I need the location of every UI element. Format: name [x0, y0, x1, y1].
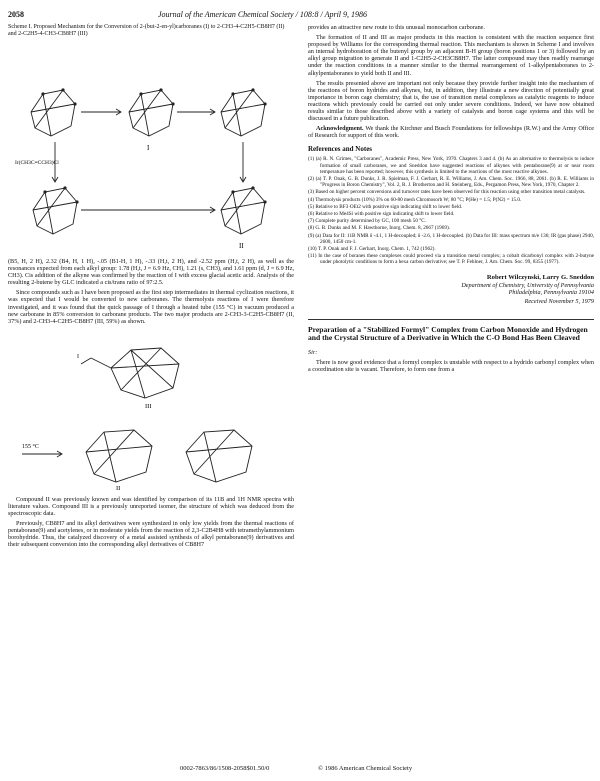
cage-structure-4 — [33, 188, 77, 234]
fig1-label-iii: III — [145, 402, 152, 410]
affiliation-line-2: Philadelphia, Pennsylvania 19104 — [508, 288, 594, 296]
left-column — [8, 24, 294, 552]
salutation: Sir: — [308, 348, 318, 356]
left-paragraph-2: Since compounds such as I have been proposed as the first step intermediates in thermal cyclization reactions, it was expected that I would be converted to new carboranes. The thermolysis reactions of I were therefore investigated, and it was found that the quick passage of I through a heated tube (155 °C) in vacuum produced a new carborane in 85% conversion to carborane products. The two major products are 2-CH3-3-C2H5-CB8H7 (II, 37%) and 2-CH3-4-C2H5-CB8H7 (III, 59%) as shown. — [8, 289, 294, 325]
affiliation-line-1: Department of Chemistry, University of Pennsylvania — [461, 281, 594, 289]
scheme-label-ii: II — [239, 242, 244, 250]
right-paragraph-2: The formation of II and III as major products in this reaction is consistent with the reaction sequence first proposed by Williams for the corresponding thermal reaction. This mechanism is shown in Scheme I and involves an internal hydroboration of the butenyl group by an adjacent B-H group (boron positions 1 or 3) followed by an alkyl group migration to generate II and 1-C2H5-2-CH3CB8H7. The latter compound may then readily rearrange under the reaction conditions in a manner similar to the thermal rearrangement of 1-alkylpentaboranes to 2-alkylpentaboranes to yield both II and III. — [308, 34, 594, 77]
reference-item: (3) Based on higher percent conversions and turnover rates have been observed for this reaction using other transition metal catalysts. — [308, 189, 586, 196]
references-heading: References and Notes — [308, 145, 373, 154]
scheme-caption: Scheme I. Proposed Mechanism for the Conversion of 2-(but-2-en-yl)carboranes (I) to 2-CH3-4-C2H5-CB8H7 (II) and 2-C2H5-4-CH3-CB8H7 (III) — [8, 24, 285, 37]
section-divider — [308, 319, 594, 320]
product-figure-bottom — [16, 414, 286, 492]
footer-doi: 0002-7863/86/1508-2058$01.50/0 — [180, 765, 270, 772]
author-names: Robert Wilczynski, Larry G. Sneddon — [486, 273, 594, 281]
left-paragraph-4: Previously, CB8H7 and its alkyl derivatives were synthesized in only low yields from the thermal reactions of pentaborane(9) and acetylenes, or in moderate yields from the reaction of 2,3-C2B4H8 with tetramethylammonium borohydride. Thus, the catalyzed discovery of a metal assisted synthesis of alkyl pentaborane(9) derivatives and their subsequent conversion into the corresponding alkyl derivatives of CB8H7 — [8, 520, 294, 549]
acknowledgment-text: We thank the Kirchner and Busch Foundations for fellowships (R.W.) and the Army Office of Research for support of this work. — [308, 125, 595, 140]
references-list — [308, 156, 594, 265]
reference-item: (6) Relative to Me4Si with positive sign indicating shift to lower field. — [308, 211, 455, 218]
product-figure-top — [51, 328, 251, 410]
right-column — [308, 24, 594, 376]
footer-copyright: © 1986 American Chemical Society — [318, 765, 413, 772]
cage-structure-1 — [31, 90, 75, 136]
page-number: 2058 — [8, 10, 24, 19]
reference-item: (11) In the case of boranes these complexes could proceed via a transition metal complex; a cobalt dicarbonyl complex with 2-butyne under photolytic conditions to form a hexa carbon derivative; see T. P. Fehlner, J. Am. Chem. Soc. 99, 8355 (1977). — [308, 253, 594, 266]
reference-item: (1) (a) R. N. Grimes, "Carboranes", Academic Press, New York, 1970. Chapters 3 and 4. (b) As an alternative to thermolysis to induce formation of small carboranes, we and Sneddon have suggested reactions of alkynes with pentaborane(9) at or near room temperature has been reported; however, this synthesis is limited to the reactions of the most reactive alkynes. — [308, 156, 594, 175]
acknowledgment-label: Acknowledgment. — [316, 125, 364, 133]
cage-atoms — [41, 88, 266, 203]
fig1-label-i: I — [77, 353, 79, 360]
reaction-conditions: 155 °C — [22, 443, 39, 450]
left-paragraph-3: Compound II was previously known and was identified by comparison of its 11B and 1H NMR spectra with literature values. Compound III is a previously unreported isomer, the structure of which was deduced from the spectroscopic data. — [8, 495, 294, 518]
reference-item: (7) Complete purity determined by GC, 100 mesh 50 °C. — [308, 218, 427, 225]
reference-item: (5) Relative to BF3·OEt2 with positive sign indicating shift to lower field. — [308, 203, 463, 210]
reference-item: (10) T. P. Onak and F. J. Gerhart, Inorg. Chem. 1, 742 (1962). — [308, 246, 436, 253]
reference-item: (9) (a) Data for II: 11B NMR δ -4.1, 1 H-decoupled; δ -2.6, 1 H-decoupled. (b) Data for III: mass spectrum m/e 136; IR (gas phase) 2940, 2600, 1450 cm-1. — [308, 232, 594, 245]
reference-item: (4) Thermolysis products (10%) 3% on 60-80 mesh Chromosorb W; 80 °C; P(He) = 1.5; P(N2) = 15.0. — [308, 196, 522, 203]
scheme-side-label: Ir(CH3C≡CCH3)Cl — [15, 160, 59, 166]
reference-item: (2) (a) T. P. Onak, G. B. Dunks, J. R. Spielman, F. J. Gerhart, R. E. Williams, J. Am. Chem. Soc. 1966, 88, 2061. (b) R. E. Williams in "Progress in Boron Chemistry", Vol. 2, R. J. Brotherton and H. Steinberg, Eds., Pergamon Press, New York, 1970, Chapter 2. — [308, 176, 594, 189]
cage-structure-5 — [221, 188, 265, 234]
article-title: Preparation of a "Stabilized Formyl" Complex from Carbon Monoxide and Hydrogen and the Crystal Structure of a Derivative in Which the C-O Bond Has Been Cleaved — [308, 324, 588, 343]
left-paragraph-1: (B5, H, 2 H), 2.32 (B4, H, 1 H), -.05 (B1-H, 1 H), -.33 (H,t, 2 H), and -2.52 ppm (H,t, 2 H), as well as the resonances expected from each alkyl group: 1.78 (H,t, J = 6.9 Hz, CH), 1.21 (s, CH3), and 1.61 ppm (d, J = 6.9 Hz, CH3). Cis addition of the alkyne was confirmed by the reaction of I with excess glacial acetic acid. Analysis of the resulting 2-butene by GLC indicated a cis/trans ratio of 97:2.5. — [8, 258, 294, 287]
acknowledgment — [308, 125, 594, 139]
cage-structure-2 — [129, 90, 173, 136]
journal-running-head: Journal of the American Chemical Society / 108:8 / April 9, 1986 — [158, 10, 368, 19]
right-paragraph-3: The results presented above are important not only because they provide further insight into the mechanism of the reactions of boron hydrides and alkynes, but, in addition, they illustrate a new direction of potentially great importance in boron cage chemistry; that is, the use of transition metal complexes as catalytic reagents to induce reactions which previously could be carried out only under severe conditions. Indeed, we have now obtained results similar to those described above with a variety of catalysts and boron cage systems and this will be discussed in a future publication. — [308, 79, 594, 123]
received-date: Received November 5, 1979 — [524, 297, 594, 305]
cage-structure-3 — [221, 90, 265, 136]
scheme-label-i: I — [147, 144, 150, 152]
right-paragraph-1: provides an attractive new route to this unusual monocarbon carborane. — [308, 24, 485, 31]
scheme-diagram — [11, 42, 291, 254]
reference-item: (8) G. B. Dunks and M. F. Hawthorne, Inorg. Chem. 8, 2667 (1969). — [308, 225, 450, 232]
fig2-label-ii: II — [116, 484, 121, 492]
right-paragraph-last: There is now good evidence that a formyl complex is unstable with respect to a hydrido carbonyl complex when a coordination site is vacant. Therefore, to form one from a — [308, 358, 595, 373]
